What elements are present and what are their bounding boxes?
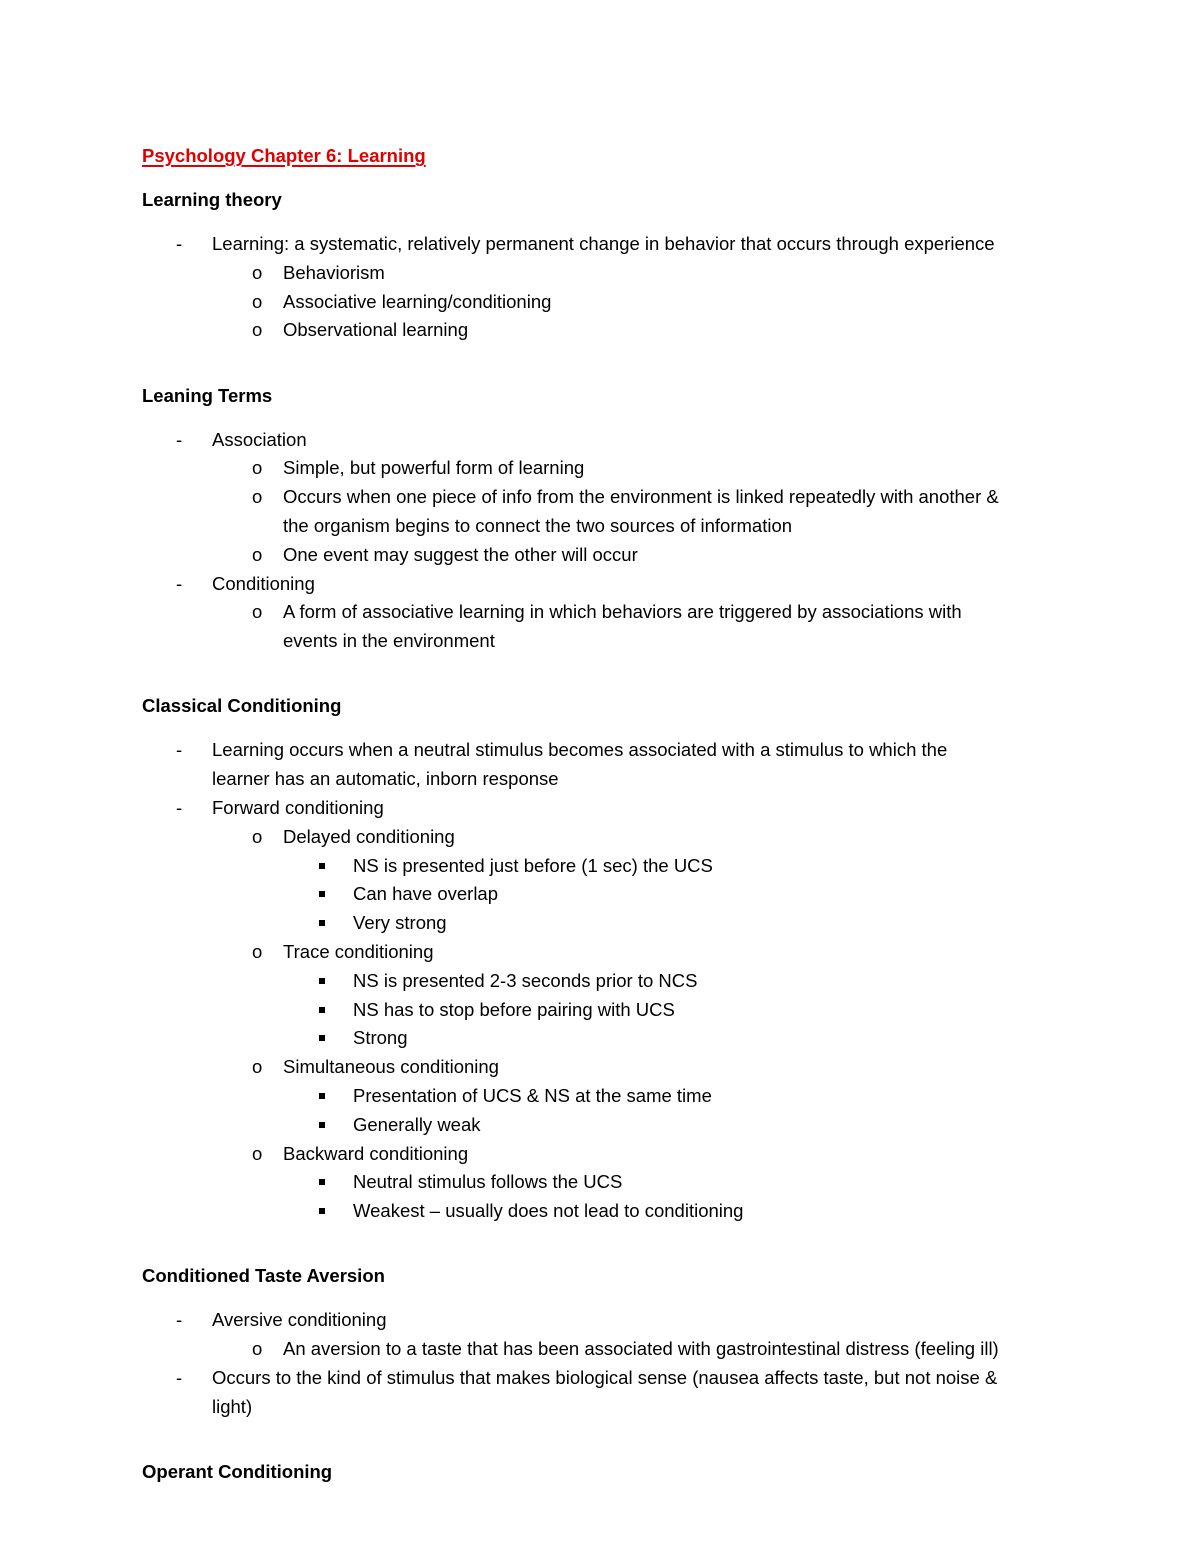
section-heading: Operant Conditioning [142,1461,333,1482]
list-item-level3: Strong [353,1027,408,1049]
square-bullet-icon [319,1093,325,1099]
list-item-level3: Presentation of UCS & NS at the same time [353,1085,712,1106]
list-item-level2: events in the environment [283,630,495,652]
circle-bullet: o [252,290,263,312]
section-heading: Classical Conditioning [142,695,342,717]
list-item-level3: Neutral stimulus follows the UCS [353,1171,623,1193]
list-item-level3: NS is presented just before (1 sec) the UCS [353,854,713,876]
square-bullet-icon [319,978,325,984]
circle-bullet: o [252,825,263,847]
list-item-level1: Learning: a systematic, relatively permanent change in behavior that occurs through experience [212,233,995,254]
circle-bullet: o [252,1142,263,1164]
section-heading: Learning theory [142,189,282,210]
list-item-level2: Delayed conditioning [283,825,455,847]
square-bullet-icon [319,1208,325,1214]
list-item-level1: light) [212,1395,253,1417]
circle-bullet: o [252,1338,263,1360]
list-item-level3: NS has to stop before pairing with UCS [353,998,675,1020]
dash-bullet: - [176,797,183,818]
list-item-level2: A form of associative learning in which behaviors are triggered by associations with [283,601,962,623]
list-item-level1: Occurs to the kind of stimulus that makes biological sense (nausea affects taste, but not noise & [212,1367,998,1388]
list-item-level1: Conditioning [212,572,315,594]
square-bullet-icon [319,863,325,869]
list-item-level3: NS is presented 2-3 seconds prior to NCS [353,969,698,991]
list-item-level3: Very strong [353,912,447,934]
list-item-level2: One event may suggest the other will occur [283,543,638,565]
section-heading: Conditioned Taste Aversion [142,1265,385,1287]
list-item-level2: Behaviorism [283,261,385,283]
circle-bullet: o [252,941,263,962]
dash-bullet: - [176,233,183,254]
square-bullet-icon [319,1179,325,1185]
square-bullet-icon [319,920,325,926]
circle-bullet: o [252,601,263,623]
section-heading: Leaning Terms [142,384,273,406]
list-item-level1: learner has an automatic, inborn response [212,768,559,790]
list-item-level3: Weakest – usually does not lead to conditioning [353,1200,744,1222]
list-item-level1: Association [212,428,307,450]
list-item-level2: Occurs when one piece of info from the environment is linked repeatedly with another & [283,486,999,508]
circle-bullet: o [252,1056,263,1078]
circle-bullet: o [252,457,263,479]
dash-bullet: - [176,1309,183,1331]
list-item-level3: Can have overlap [353,883,499,905]
list-item-level3: Generally weak [353,1113,481,1135]
square-bullet-icon [319,891,325,897]
circle-bullet: o [252,319,263,341]
page-title: Psychology Chapter 6: Learning [142,145,426,166]
circle-bullet: o [252,543,263,565]
list-item-level2: the organism begins to connect the two sources of information [283,515,793,536]
list-item-level1: Forward conditioning [212,797,384,818]
dash-bullet: - [176,572,183,594]
list-item-level1: Aversive conditioning [212,1309,387,1331]
dash-bullet: - [176,1367,183,1388]
list-item-level2: Simultaneous conditioning [283,1056,499,1078]
square-bullet-icon [319,1007,325,1013]
list-item-level2: Backward conditioning [283,1142,469,1164]
list-item-level2: Trace conditioning [283,941,434,962]
list-item-level1: Learning occurs when a neutral stimulus becomes associated with a stimulus to which the [212,739,948,761]
square-bullet-icon [319,1035,325,1041]
square-bullet-icon [319,1122,325,1128]
list-item-level2: An aversion to a taste that has been associated with gastrointestinal distress (feeling ill) [283,1338,999,1360]
circle-bullet: o [252,261,263,283]
list-item-level2: Simple, but powerful form of learning [283,457,585,479]
list-item-level2: Associative learning/conditioning [283,290,552,312]
list-item-level2: Observational learning [283,319,469,341]
dash-bullet: - [176,428,183,450]
circle-bullet: o [252,486,263,508]
dash-bullet: - [176,739,183,761]
